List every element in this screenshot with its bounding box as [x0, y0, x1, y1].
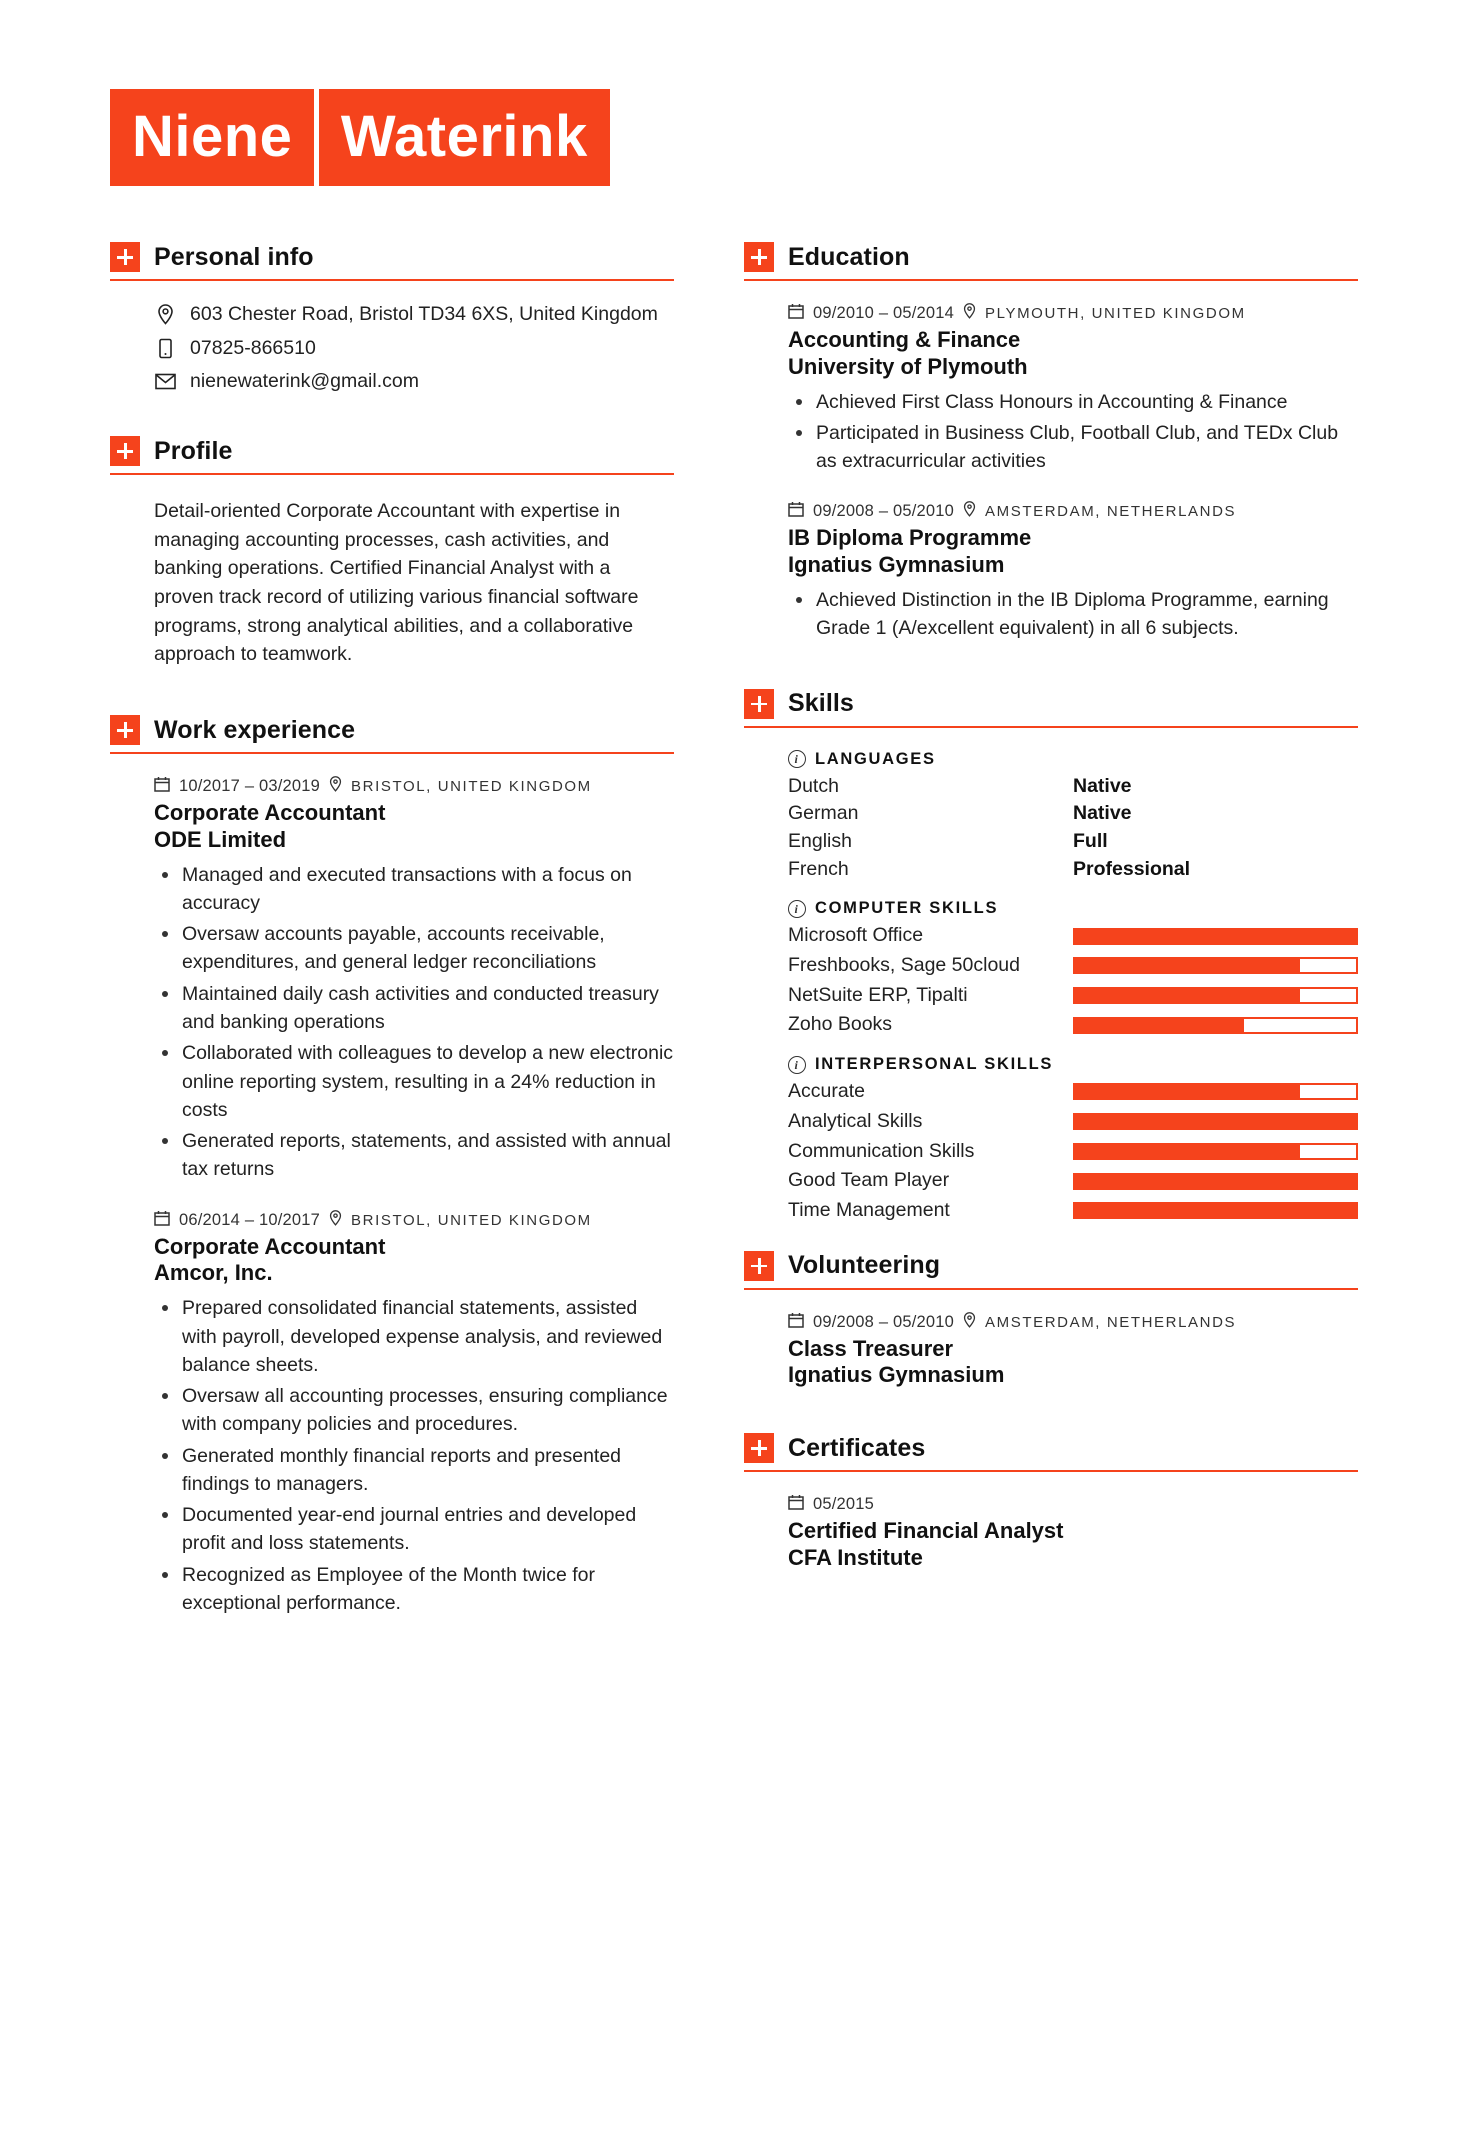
plus-icon: [110, 436, 140, 466]
certificate-entry: [788, 1494, 1358, 1572]
language-level: Professional: [1073, 857, 1191, 880]
profile-text: Detail-oriented Corporate Accountant with expertise in managing accounting processes, cash activities, and banking operations. Certified Financial Analyst with a proven track record of utilizing various financial software programs, strong analytical abilities, and a collaborative approach to teamwork.: [154, 500, 639, 666]
entry-date: 05/2015: [813, 1495, 875, 1514]
skill-row: [788, 982, 1358, 1010]
skill-name: Time Management: [788, 1198, 950, 1221]
section-header: [110, 715, 674, 754]
address-text: 603 Chester Road, Bristol TD34 6XS, United Kingdom: [190, 303, 658, 325]
location-pin-icon: [963, 501, 976, 522]
entry-institution: Ignatius Gymnasium: [788, 552, 1005, 578]
profile-body: [110, 497, 674, 669]
language-level: Full: [1073, 830, 1108, 853]
entry-bullets: [788, 388, 1358, 476]
name-block: [110, 78, 1468, 186]
skill-group-header: [788, 899, 1358, 918]
bullet-item: Oversaw all accounting processes, ensuring compliance with company policies and procedures.: [154, 1382, 674, 1439]
plus-icon: [744, 689, 774, 719]
skill-group-computer: [788, 899, 1358, 1039]
skill-bar: [1073, 957, 1358, 974]
skill-name: Freshbooks, Sage 50cloud: [788, 954, 1020, 977]
calendar-icon: [788, 501, 804, 522]
language-row: [788, 773, 1358, 801]
entry-role: Corporate Accountant: [154, 1233, 386, 1259]
section-title: Personal info: [154, 242, 314, 271]
section-title: Profile: [154, 436, 233, 465]
section-title: Certificates: [788, 1433, 926, 1462]
skill-row: [788, 1197, 1358, 1225]
last-name: Waterink: [319, 89, 610, 186]
skill-bar-fill: [1075, 1145, 1300, 1158]
section-title: Work experience: [154, 715, 356, 744]
section-header: [744, 242, 1358, 281]
language-row: [788, 828, 1358, 856]
skill-bar-fill: [1075, 1175, 1356, 1188]
entry-date: 06/2014 – 10/2017: [179, 1210, 321, 1229]
skills-body: [744, 750, 1358, 1225]
entry-role: Class Treasurer: [788, 1335, 954, 1361]
entry-bullets: [788, 586, 1358, 643]
section-title: Skills: [788, 689, 854, 718]
entry-program: IB Diploma Programme: [788, 525, 1032, 551]
plus-icon: [744, 1251, 774, 1281]
section-header: [744, 1433, 1358, 1472]
contact-email: [154, 368, 674, 396]
skill-name: Analytical Skills: [788, 1109, 923, 1132]
skill-row: [788, 1167, 1358, 1195]
entry-date: 09/2010 – 05/2014: [813, 304, 955, 322]
skill-row: [788, 1138, 1358, 1166]
section-profile: [110, 436, 674, 669]
language-row: [788, 800, 1358, 828]
bullet-item: Participated in Business Club, Football Club, and TEDx Club as extracurricular activities: [788, 419, 1358, 476]
skill-group-header: [788, 750, 1358, 769]
phone-icon: [154, 335, 176, 359]
skill-bar-fill: [1075, 1204, 1356, 1217]
bullet-item: Achieved First Class Honours in Accounting & Finance: [788, 388, 1358, 416]
resume-page: [0, 78, 1468, 2154]
language-name: French: [788, 857, 849, 880]
skill-row: [788, 1078, 1358, 1106]
skill-row: [788, 952, 1358, 980]
entry-company: ODE Limited: [154, 826, 287, 852]
calendar-icon: [788, 1494, 804, 1515]
entry-bullets: [154, 1294, 674, 1617]
bullet-item: Collaborated with colleagues to develop a new electronic online reporting system, resulting in a 24% reduction in costs: [154, 1039, 674, 1124]
entry-institution: University of Plymouth: [788, 353, 1028, 379]
calendar-icon: [154, 1210, 170, 1231]
skill-bar-fill: [1075, 1085, 1300, 1098]
section-title: Education: [788, 242, 910, 271]
skill-name: Communication Skills: [788, 1139, 975, 1162]
language-row: [788, 856, 1358, 884]
envelope-icon: [154, 368, 176, 392]
info-icon: i: [788, 1056, 806, 1074]
location-pin-icon: [963, 303, 976, 324]
entry-date: 09/2008 – 05/2010: [813, 502, 955, 521]
entry-program: Accounting & Finance: [788, 327, 1021, 352]
skill-row: [788, 922, 1358, 950]
section-header: [744, 1251, 1358, 1290]
entry-meta: [154, 776, 674, 797]
content-columns: [0, 242, 1468, 1620]
info-icon: i: [788, 750, 806, 768]
language-level: Native: [1073, 774, 1132, 797]
entry-location: AMSTERDAM, NETHERLANDS: [985, 503, 1237, 521]
skill-group-label: COMPUTER SKILLS: [815, 899, 999, 918]
section-skills: [744, 689, 1358, 1225]
work-entry: [154, 776, 674, 1184]
location-pin-icon: [329, 776, 342, 797]
language-name: English: [788, 830, 852, 853]
skill-bar: [1073, 1202, 1358, 1219]
location-pin-icon: [329, 1210, 342, 1231]
certificate-entries: [744, 1494, 1358, 1572]
section-personal-info: [110, 242, 674, 396]
phone-text: 07825-866510: [190, 336, 316, 359]
entry-company: Amcor, Inc.: [154, 1260, 273, 1286]
left-column: [110, 242, 674, 1620]
entry-organization: Ignatius Gymnasium: [788, 1362, 1005, 1388]
info-icon: i: [788, 900, 806, 918]
skill-name: Zoho Books: [788, 1013, 893, 1036]
skill-name: Good Team Player: [788, 1169, 950, 1192]
certificate-name: Certified Financial Analyst: [788, 1518, 1064, 1544]
contact-phone: [154, 335, 674, 363]
entry-meta: [788, 303, 1358, 324]
section-work-experience: [110, 715, 674, 1617]
entry-date: 09/2008 – 05/2010: [813, 1312, 955, 1331]
skill-bar: [1073, 987, 1358, 1004]
volunteering-entry: [788, 1312, 1358, 1390]
education-entry: [788, 303, 1358, 475]
email-text: nienewaterink@gmail.com: [190, 370, 419, 393]
section-education: [744, 242, 1358, 643]
entry-meta: [788, 1312, 1358, 1333]
contact-list: [110, 301, 674, 396]
section-header: [110, 242, 674, 281]
skill-bar-fill: [1075, 959, 1300, 972]
skill-bar: [1073, 1143, 1358, 1160]
entry-location: BRISTOL, UNITED KINGDOM: [351, 1211, 592, 1229]
bullet-item: Prepared consolidated financial statements, assisted with payroll, developed expense analysis, and reviewed balance sheets.: [154, 1294, 674, 1379]
entry-role: Corporate Accountant: [154, 800, 386, 825]
entry-location: AMSTERDAM, NETHERLANDS: [985, 1313, 1237, 1331]
skill-group-languages: [788, 750, 1358, 884]
skill-row: [788, 1108, 1358, 1136]
bullet-item: Documented year-end journal entries and developed profit and loss statements.: [154, 1501, 674, 1558]
plus-icon: [110, 242, 140, 272]
bullet-item: Managed and executed transactions with a focus on accuracy: [154, 861, 674, 918]
skill-bar: [1073, 1083, 1358, 1100]
education-entry: [788, 501, 1358, 642]
volunteering-entries: [744, 1312, 1358, 1390]
location-pin-icon: [963, 1312, 976, 1333]
skill-bar: [1073, 928, 1358, 945]
bullet-item: Maintained daily cash activities and conducted treasury and banking operations: [154, 980, 674, 1037]
education-entries: [744, 303, 1358, 643]
section-volunteering: [744, 1251, 1358, 1390]
skill-group-header: [788, 1055, 1358, 1074]
bullet-item: Recognized as Employee of the Month twice for exceptional performance.: [154, 1561, 674, 1618]
skill-bar: [1073, 1173, 1358, 1190]
right-column: [744, 242, 1358, 1620]
bullet-item: Oversaw accounts payable, accounts receivable, expenditures, and general ledger reconciliations: [154, 920, 674, 977]
calendar-icon: [788, 1312, 804, 1333]
skill-bar-fill: [1075, 1019, 1244, 1032]
section-certificates: [744, 1433, 1358, 1572]
certificate-issuer: CFA Institute: [788, 1545, 923, 1571]
entry-location: PLYMOUTH, UNITED KINGDOM: [985, 305, 1246, 322]
plus-icon: [744, 1433, 774, 1463]
calendar-icon: [788, 303, 804, 324]
calendar-icon: [154, 776, 170, 797]
contact-address: [154, 301, 674, 329]
skill-group-interpersonal: [788, 1055, 1358, 1224]
language-name: German: [788, 802, 859, 825]
entry-location: BRISTOL, UNITED KINGDOM: [351, 778, 592, 795]
work-entry: [154, 1210, 674, 1618]
skill-bar-fill: [1075, 930, 1356, 943]
bullet-item: Achieved Distinction in the IB Diploma Programme, earning Grade 1 (A/excellent equivalent) in all 6 subjects.: [788, 586, 1358, 643]
skill-group-label: INTERPERSONAL SKILLS: [815, 1055, 1054, 1074]
location-pin-icon: [154, 301, 176, 325]
entry-meta: [788, 1494, 1358, 1515]
skill-bar: [1073, 1113, 1358, 1130]
bullet-item: Generated reports, statements, and assisted with annual tax returns: [154, 1127, 674, 1184]
section-title: Volunteering: [788, 1251, 941, 1280]
plus-icon: [110, 715, 140, 745]
entry-meta: [788, 501, 1358, 522]
skill-row: [788, 1011, 1358, 1039]
skill-bar: [1073, 1017, 1358, 1034]
entry-bullets: [154, 861, 674, 1184]
first-name: Niene: [110, 89, 314, 186]
section-header: [110, 436, 674, 475]
bullet-item: Generated monthly financial reports and presented findings to managers.: [154, 1442, 674, 1499]
language-level: Native: [1073, 802, 1132, 825]
skill-bar-fill: [1075, 1115, 1356, 1128]
plus-icon: [744, 242, 774, 272]
skill-name: Accurate: [788, 1080, 865, 1103]
skill-name: NetSuite ERP, Tipalti: [788, 983, 968, 1006]
entry-date: 10/2017 – 03/2019: [179, 777, 321, 795]
language-name: Dutch: [788, 774, 839, 797]
skill-bar-fill: [1075, 989, 1300, 1002]
skill-group-label: LANGUAGES: [815, 749, 936, 768]
section-header: [744, 689, 1358, 728]
work-entries: [110, 776, 674, 1617]
entry-meta: [154, 1210, 674, 1231]
skill-name: Microsoft Office: [788, 924, 924, 947]
